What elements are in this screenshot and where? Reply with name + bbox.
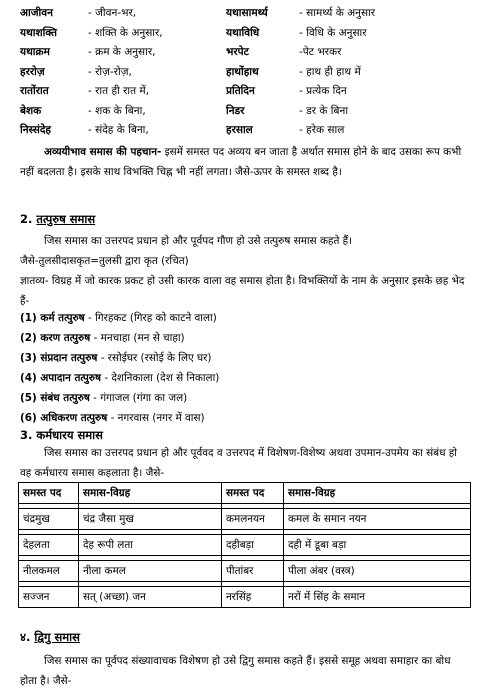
type-example: - नगरवास (नगर में वास) bbox=[110, 412, 205, 424]
table-cell: नरों में सिंह के समान bbox=[284, 587, 471, 608]
meaning: - डर के बिना bbox=[299, 104, 349, 117]
meaning: - संदेह के बिना, bbox=[88, 124, 149, 136]
table-header-row bbox=[19, 483, 471, 504]
term: हाथोंहाथ bbox=[226, 65, 259, 78]
meaning: - शक्ति के अनुसार, bbox=[88, 26, 163, 39]
type-example: - गंगाजल (गंगा का जल) bbox=[93, 392, 188, 404]
table-cell: पीतांबर bbox=[222, 561, 284, 582]
dvigu-heading bbox=[20, 630, 80, 645]
type-example: - रसोईघर (रसोई के लिए घर) bbox=[100, 352, 212, 364]
table-header: समास-विग्रह bbox=[79, 483, 222, 504]
dvigu-heading-text: द्विगु समास bbox=[34, 630, 80, 644]
term: भरपेट bbox=[226, 46, 249, 58]
tatpurush-type bbox=[20, 331, 185, 345]
meaning: - जीवन-भर, bbox=[88, 7, 137, 19]
karmadharay-table bbox=[18, 482, 471, 608]
karmadharay-paragraph: जिस समास का उत्तरपद प्रधान हो और पूर्ववद व उत्तरपद में विशेषण-विशेष्य अथवा उपमान-उपमेय का संबंध हो वह कर्मधारय समास कहलाता है। जैसे- bbox=[20, 447, 457, 479]
term: यथासामर्थ्य bbox=[226, 7, 268, 19]
table-cell: कमलनयन bbox=[222, 509, 284, 530]
tatpurush-heading bbox=[20, 212, 95, 227]
table-cell: सत् (अच्छा) जन bbox=[79, 587, 222, 608]
example-row bbox=[20, 6, 470, 26]
term: बेशक bbox=[20, 104, 42, 117]
example-row bbox=[20, 45, 470, 65]
avyayibhav-examples bbox=[20, 6, 470, 143]
table-row bbox=[19, 535, 471, 556]
avyayibhav-label: अव्ययीभाव समास की पहचान- bbox=[44, 146, 162, 158]
table-cell: दही में डूबा बड़ा bbox=[284, 535, 471, 556]
term: प्रतिदिन bbox=[226, 85, 255, 97]
table-cell: नरसिंह bbox=[222, 587, 284, 608]
tatpurush-type bbox=[20, 411, 205, 425]
type-example: - देशनिकाला (देश से निकाला) bbox=[104, 372, 220, 384]
type-name: (1) कर्म तत्पुरुष bbox=[20, 312, 85, 324]
tatpurush-heading-number: 2. bbox=[20, 212, 33, 226]
tatpurush-type bbox=[20, 311, 217, 325]
table-cell: पीला अंबर (वस्त्र) bbox=[284, 561, 471, 582]
tatpurush-type bbox=[20, 351, 211, 365]
table-cell: चंद्र जैसा मुख bbox=[79, 509, 222, 530]
tatpurush-note: ज्ञातव्य- विग्रह में जो कारक प्रकट हो उसी कारक वाला वह समास होता है। विभक्तियों के नाम के अनुसार इसके छह भेद हैं- bbox=[20, 275, 465, 307]
table-cell: नीला कमल bbox=[79, 561, 222, 582]
table-row bbox=[19, 509, 471, 530]
type-name: (2) करण तत्पुरुष bbox=[20, 332, 91, 344]
type-name: (4) अपादान तत्पुरुष bbox=[20, 372, 102, 384]
table-header: समस्त पद bbox=[222, 483, 284, 504]
meaning: - रात ही रात में, bbox=[88, 85, 150, 97]
type-example: - गिरहकट (गिरह को काटने वाला) bbox=[88, 312, 217, 324]
meaning: - सामर्थ्य के अनुसार bbox=[299, 7, 376, 19]
term: यथाविधि bbox=[226, 26, 260, 39]
tatpurush-heading-text: तत्पुरुष समास bbox=[36, 212, 96, 226]
dvigu-paragraph: जिस समास का पूर्वपद संख्यावाचक विशेषण हो उसे द्विगु समास कहते हैं। इससे समूह अथवा समाहार का बोध होता है। जैसे- bbox=[20, 655, 451, 687]
term: यथाशक्ति bbox=[20, 26, 57, 39]
table-cell: कमल के समान नयन bbox=[284, 509, 471, 530]
table-cell: चंद्रमुख bbox=[19, 509, 79, 530]
dvigu-heading-number: ४. bbox=[20, 630, 31, 644]
tatpurush-type bbox=[20, 371, 219, 385]
type-name: (5) संबंध तत्पुरुष bbox=[20, 392, 90, 404]
table-row bbox=[19, 561, 471, 582]
meaning: - हाथ ही हाथ में bbox=[299, 65, 361, 78]
tatpurush-type bbox=[20, 391, 187, 405]
table-cell: देहलता bbox=[19, 535, 79, 556]
term: आजीवन bbox=[20, 7, 53, 19]
table-cell: नीलकमल bbox=[19, 561, 79, 582]
meaning: - शक के बिना, bbox=[88, 104, 146, 117]
table-cell: दहीबड़ा bbox=[222, 535, 284, 556]
meaning: - प्रत्येक दिन bbox=[299, 85, 347, 97]
tatpurush-example: जैसे-तुलसीदासकृत=तुलसी द्वारा कृत (रचित) bbox=[20, 255, 189, 267]
example-row bbox=[20, 84, 470, 104]
example-row bbox=[20, 65, 470, 85]
table-cell: देह रूपी लता bbox=[79, 535, 222, 556]
term: यथाक्रम bbox=[20, 46, 50, 58]
meaning: - हरेक साल bbox=[299, 124, 345, 136]
example-row bbox=[20, 104, 470, 124]
term: रातोंरात bbox=[20, 85, 49, 97]
table-header: समास-विग्रह bbox=[284, 483, 471, 504]
avyayibhav-paragraph bbox=[20, 142, 466, 182]
table-row bbox=[19, 587, 471, 608]
example-row bbox=[20, 26, 470, 46]
type-example: - मनचाहा (मन से चाहा) bbox=[93, 332, 185, 344]
term: हररोज़ bbox=[20, 65, 45, 78]
table-header: समस्त पद bbox=[19, 483, 79, 504]
karmadharay-heading: 3. कर्मधारय समास bbox=[20, 428, 103, 442]
type-name: (6) अधिकरण तत्पुरुष bbox=[20, 412, 108, 424]
term: निडर bbox=[226, 104, 245, 117]
meaning: -पेट भरकर bbox=[299, 46, 342, 58]
type-name: (3) संप्रदान तत्पुरुष bbox=[20, 352, 98, 364]
meaning: - क्रम के अनुसार, bbox=[88, 46, 156, 58]
avyayibhav-text: इसमें समस्त पद अव्यय बन जाता है अर्थात समास होने के बाद उसका रूप कभी नहीं बदलता है। इसके साथ विभक्ति चिह्न भी नहीं लगता। जैसे-ऊपर के समस्त शब्द है। bbox=[20, 146, 462, 178]
example-row bbox=[20, 123, 470, 143]
term: हरसाल bbox=[226, 124, 253, 136]
meaning: - विधि के अनुसार bbox=[299, 26, 367, 39]
meaning: - रोज़-रोज़, bbox=[88, 65, 132, 78]
table-cell: सज्जन bbox=[19, 587, 79, 608]
tatpurush-definition: जिस समास का उत्तरपद प्रधान हो और पूर्वपद गौण हो उसे तत्पुरुष समास कहते हैं। bbox=[44, 235, 353, 247]
term: निस्संदेह bbox=[20, 124, 51, 136]
